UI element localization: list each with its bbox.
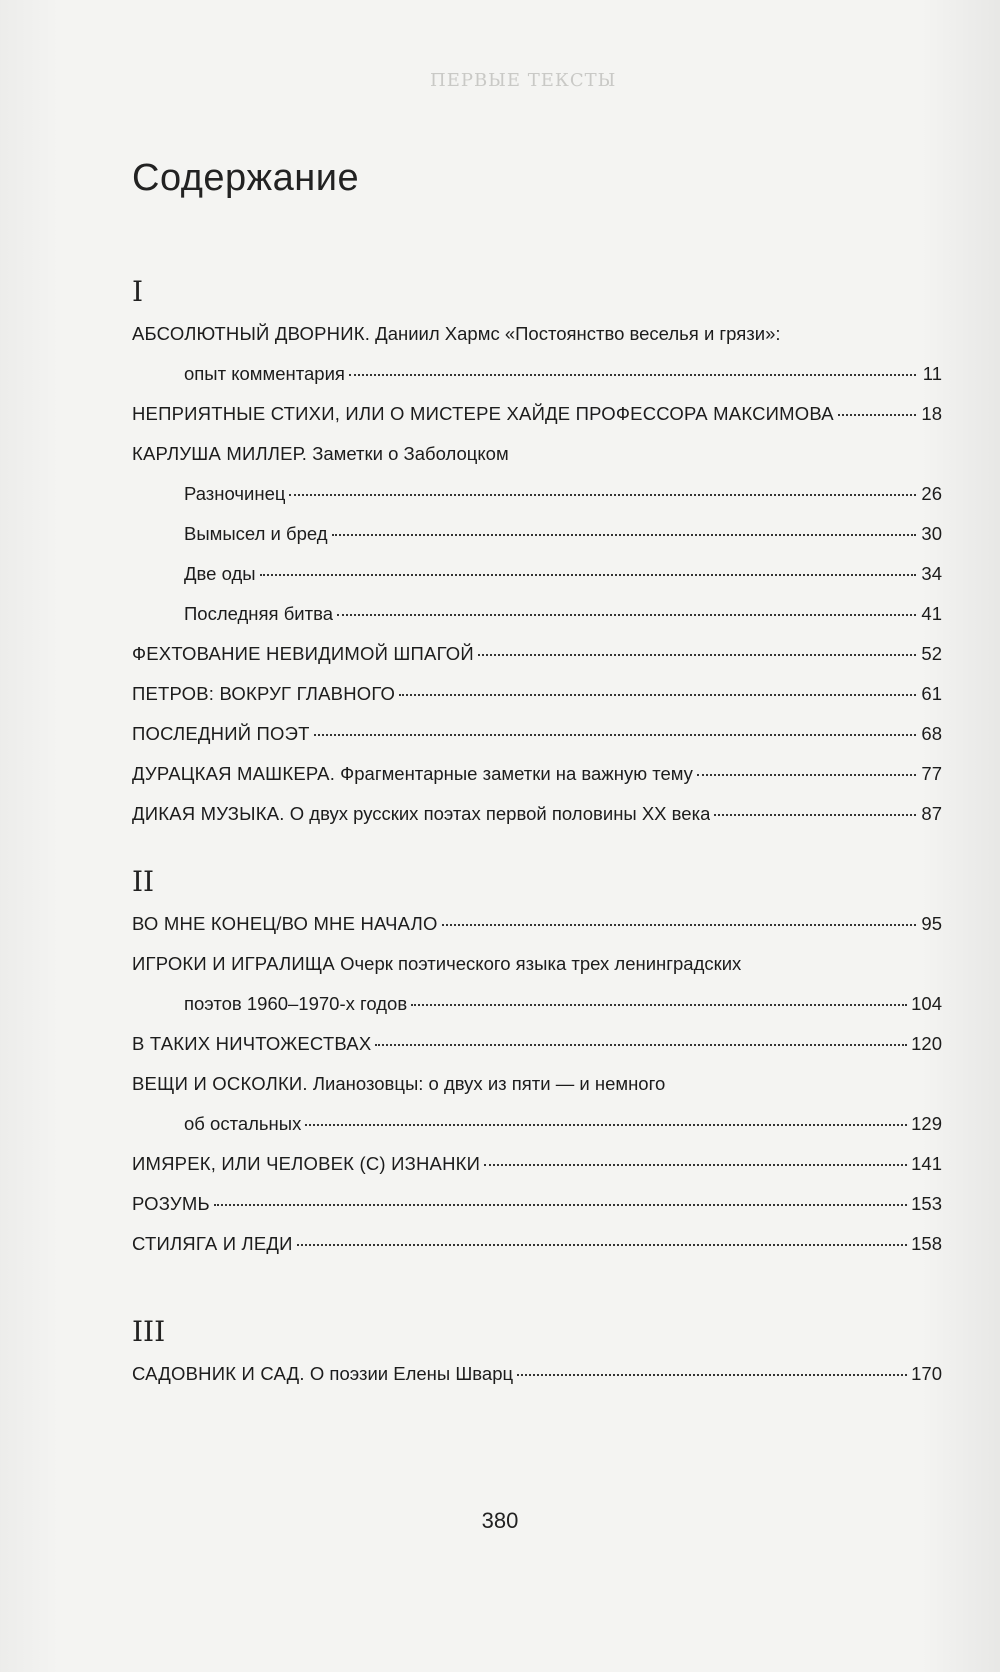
toc-entry: ИМЯРЕК, ИЛИ ЧЕЛОВЕК (С) ИЗНАНКИ 141	[132, 1144, 942, 1184]
toc-entry: ПЕТРОВ: ВОКРУГ ГЛАВНОГО 61	[132, 674, 942, 714]
leader-dots	[214, 1203, 907, 1206]
leader-dots	[337, 613, 916, 616]
page-number: 77	[921, 763, 942, 784]
table-of-contents	[132, 148, 942, 1394]
toc-subentry: Две оды 34	[132, 554, 942, 594]
toc-entry: В ТАКИХ НИЧТОЖЕСТВАХ 120	[132, 1024, 942, 1064]
toc-entry: САДОВНИК И САД. О поэзии Елены Шварц 170	[132, 1354, 942, 1394]
toc-entry: ИГРОКИ И ИГРАЛИЩА Очерк поэтического языка трех ленинградских	[132, 953, 742, 974]
toc-entry: ДИКАЯ МУЗЫКА. О двух русских поэтах первой половины XX века 87	[132, 794, 942, 834]
page-title: Содержание	[132, 157, 360, 199]
page-number: 34	[921, 563, 942, 584]
toc-subentry: Вымысел и бред 30	[132, 514, 942, 554]
section-label-3: III	[132, 1315, 166, 1348]
leader-dots	[305, 1123, 907, 1126]
leader-dots	[289, 493, 916, 496]
toc-entry: ВО МНЕ КОНЕЦ/ВО МНЕ НАЧАЛО 95	[132, 904, 942, 944]
running-head: ПЕРВЫЕ ТЕКСТЫ	[430, 70, 617, 91]
page-number: 68	[921, 723, 942, 744]
leader-dots	[838, 413, 916, 416]
leader-dots	[260, 573, 916, 576]
leader-dots	[484, 1163, 907, 1166]
section-label-1: I	[132, 275, 144, 308]
page-number: 11	[922, 363, 942, 384]
toc-entry-continuation: опыт комментария 11	[132, 354, 942, 394]
leader-dots	[714, 813, 916, 816]
page-number: 41	[921, 603, 942, 624]
toc-subentry: Разночинец 26	[132, 474, 942, 514]
toc-entry: РОЗУМЬ 153	[132, 1184, 942, 1224]
toc-entry: ДУРАЦКАЯ МАШКЕРА. Фрагментарные заметки на важную тему 77	[132, 754, 942, 794]
leader-dots	[375, 1043, 907, 1046]
page-number: 153	[911, 1193, 942, 1214]
page-number: 120	[911, 1033, 942, 1054]
toc-entry-continuation: поэтов 1960–1970-х годов 104	[132, 984, 942, 1024]
toc-subentry: Последняя битва 41	[132, 594, 942, 634]
page-number: 26	[921, 483, 942, 504]
page-number-folio: 380	[481, 1508, 519, 1533]
toc-entry: НЕПРИЯТНЫЕ СТИХИ, ИЛИ О МИСТЕРЕ ХАЙДЕ ПРОФЕССОРА МАКСИМОВА 18	[132, 394, 942, 434]
leader-dots	[349, 373, 916, 376]
leader-dots	[517, 1373, 907, 1376]
leader-dots	[478, 653, 916, 656]
page-number: 158	[911, 1233, 942, 1254]
leader-dots	[442, 923, 916, 926]
page-number: 141	[911, 1153, 942, 1174]
page-number: 95	[921, 913, 942, 934]
leader-dots	[297, 1243, 907, 1246]
toc-entry-continuation: об остальных 129	[132, 1104, 942, 1144]
leader-dots	[332, 533, 916, 536]
toc-entry: СТИЛЯГА И ЛЕДИ 158	[132, 1224, 942, 1264]
leader-dots	[697, 773, 916, 776]
page-number: 104	[911, 993, 942, 1014]
section-label-2: II	[132, 865, 155, 898]
page-number: 18	[921, 403, 942, 424]
toc-entry: ВЕЩИ И ОСКОЛКИ. Лианозовцы: о двух из пяти — и немного	[132, 1073, 666, 1094]
page-number: 30	[921, 523, 942, 544]
toc-entry: АБСОЛЮТНЫЙ ДВОРНИК. Даниил Хармс «Постоянство веселья и грязи»:	[132, 323, 781, 344]
page-number: 61	[921, 683, 942, 704]
toc-entry: ПОСЛЕДНИЙ ПОЭТ 68	[132, 714, 942, 754]
toc-entry: ФЕХТОВАНИЕ НЕВИДИМОЙ ШПАГОЙ 52	[132, 634, 942, 674]
page-number: 129	[911, 1113, 942, 1134]
leader-dots	[314, 733, 916, 736]
page-number: 52	[921, 643, 942, 664]
page-number: 170	[911, 1363, 942, 1384]
leader-dots	[411, 1003, 907, 1006]
page-number: 87	[921, 803, 942, 824]
leader-dots	[399, 693, 916, 696]
toc-entry: КАРЛУША МИЛЛЕР. Заметки о Заболоцком	[132, 443, 509, 464]
